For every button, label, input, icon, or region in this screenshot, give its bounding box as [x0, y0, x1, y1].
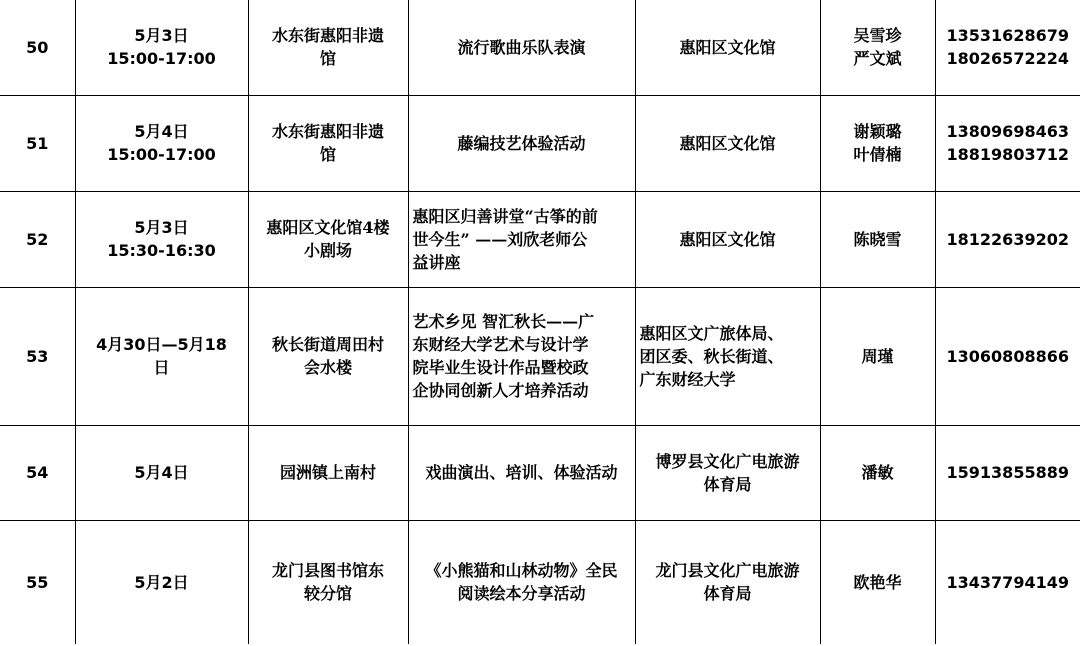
- table-row: [0, 95, 1080, 191]
- activity-cell: 藤编技艺体验活动: [408, 95, 635, 191]
- phone-cell: 13060808866: [935, 287, 1080, 425]
- date-cell: 5月4日: [75, 425, 248, 520]
- activity-cell: 艺术乡见 智汇秋长——广 东财经大学艺术与设计学 院毕业生设计作品暨校政 企协同创新人才培养活动: [408, 287, 635, 425]
- row-number: 52: [0, 191, 75, 287]
- row-number: 50: [0, 0, 75, 95]
- organizer-cell: 惠阳区文化馆: [635, 0, 820, 95]
- contact-cell: 吴雪珍 严文斌: [820, 0, 935, 95]
- date-cell: 5月3日 15:30-16:30: [75, 191, 248, 287]
- table-row: [0, 287, 1080, 425]
- contact-cell: 潘敏: [820, 425, 935, 520]
- contact-cell: 谢颖璐 叶倩楠: [820, 95, 935, 191]
- date-cell: 5月4日 15:00-17:00: [75, 95, 248, 191]
- organizer-cell: 惠阳区文化馆: [635, 191, 820, 287]
- contact-cell: 周瑾: [820, 287, 935, 425]
- activity-cell: 流行歌曲乐队表演: [408, 0, 635, 95]
- date-cell: 5月3日 15:00-17:00: [75, 0, 248, 95]
- contact-cell: 欧艳华: [820, 520, 935, 644]
- activity-cell: 《小熊猫和山林动物》全民 阅读绘本分享活动: [408, 520, 635, 644]
- venue-cell: 惠阳区文化馆4楼 小剧场: [248, 191, 408, 287]
- phone-cell: 18122639202: [935, 191, 1080, 287]
- table-row: [0, 425, 1080, 520]
- row-number: 55: [0, 520, 75, 644]
- date-cell: 4月30日—5月18 日: [75, 287, 248, 425]
- organizer-cell: 博罗县文化广电旅游 体育局: [635, 425, 820, 520]
- phone-cell: 13809698463 18819803712: [935, 95, 1080, 191]
- row-number: 51: [0, 95, 75, 191]
- row-number: 53: [0, 287, 75, 425]
- phone-cell: 13531628679 18026572224: [935, 0, 1080, 95]
- date-cell: 5月2日: [75, 520, 248, 644]
- venue-cell: 水东街惠阳非遗 馆: [248, 0, 408, 95]
- table-row: [0, 520, 1080, 644]
- organizer-cell: 惠阳区文广旅体局、 团区委、秋长街道、 广东财经大学: [635, 287, 820, 425]
- venue-cell: 龙门县图书馆东 较分馆: [248, 520, 408, 644]
- phone-cell: 15913855889: [935, 425, 1080, 520]
- table-row: [0, 191, 1080, 287]
- contact-cell: 陈晓雪: [820, 191, 935, 287]
- organizer-cell: 惠阳区文化馆: [635, 95, 820, 191]
- activity-cell: 惠阳区归善讲堂“古筝的前 世今生” ——刘欣老师公 益讲座: [408, 191, 635, 287]
- venue-cell: 水东街惠阳非遗 馆: [248, 95, 408, 191]
- row-number: 54: [0, 425, 75, 520]
- organizer-cell: 龙门县文化广电旅游 体育局: [635, 520, 820, 644]
- phone-cell: 13437794149: [935, 520, 1080, 644]
- table-row: [0, 0, 1080, 95]
- activity-cell: 戏曲演出、培训、体验活动: [408, 425, 635, 520]
- venue-cell: 园洲镇上南村: [248, 425, 408, 520]
- venue-cell: 秋长街道周田村 会水楼: [248, 287, 408, 425]
